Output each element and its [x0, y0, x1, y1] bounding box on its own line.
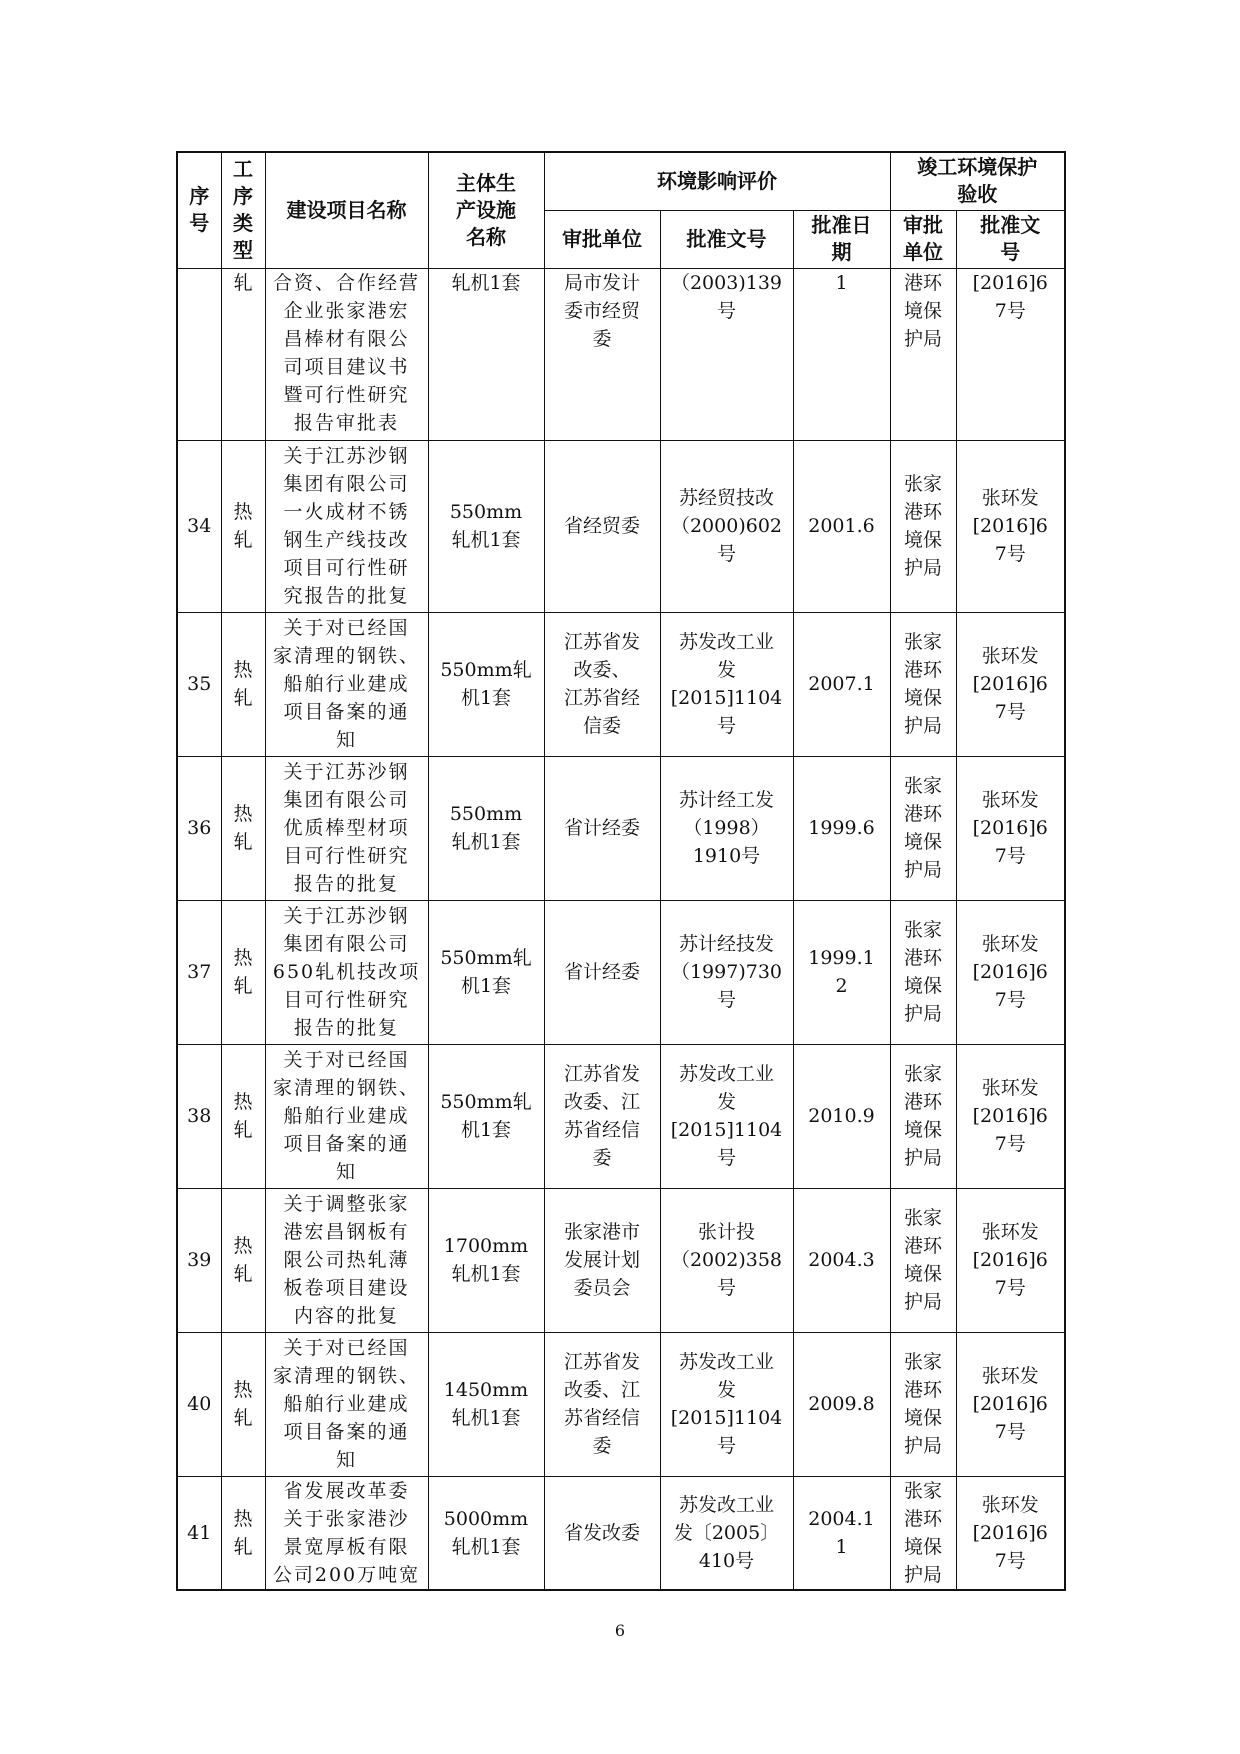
cell-approval-unit: 江苏省发 改委、 江苏省经 信委 — [544, 612, 660, 756]
cell-approval-date: 2007.1 — [793, 612, 890, 756]
cell-approval-unit: 江苏省发 改委、江 苏省经信 委 — [544, 1044, 660, 1188]
cell-approval-unit: 省经贸委 — [544, 440, 660, 612]
cell-type: 轧 — [221, 268, 265, 440]
cell-type: 热 轧 — [221, 756, 265, 900]
table-row — [177, 1332, 1065, 1476]
cell-seq — [177, 268, 221, 440]
cell-acceptance-unit: 张家 港环 境保 护局 — [890, 1332, 956, 1476]
cell-type: 热 轧 — [221, 612, 265, 756]
cell-approval-doc: 苏发改工业 发〔2005〕 410号 — [660, 1476, 793, 1590]
cell-project-name: 省发展改革委 关于张家港沙 景宽厚板有限 公司200万吨宽 — [265, 1476, 428, 1590]
table-row — [177, 756, 1065, 900]
cell-acceptance-doc: 张环发 [2016]6 7号 — [956, 612, 1065, 756]
cell-approval-doc: 苏发改工业 发 [2015]1104 号 — [660, 612, 793, 756]
cell-approval-date: 1999.6 — [793, 756, 890, 900]
cell-project-name: 关于对已经国 家清理的钢铁、 船舶行业建成 项目备案的通 知 — [265, 1332, 428, 1476]
cell-project-name: 关于对已经国 家清理的钢铁、 船舶行业建成 项目备案的通 知 — [265, 612, 428, 756]
cell-type: 热 轧 — [221, 900, 265, 1044]
table-row — [177, 900, 1065, 1044]
cell-seq: 39 — [177, 1188, 221, 1332]
cell-facility: 550mm轧 机1套 — [428, 1044, 544, 1188]
cell-approval-unit: 省计经委 — [544, 900, 660, 1044]
cell-seq: 34 — [177, 440, 221, 612]
cell-seq: 40 — [177, 1332, 221, 1476]
cell-approval-unit: 省计经委 — [544, 756, 660, 900]
cell-acceptance-doc: 张环发 [2016]6 7号 — [956, 756, 1065, 900]
cell-approval-date: 2009.8 — [793, 1332, 890, 1476]
cell-acceptance-unit: 港环 境保 护局 — [890, 268, 956, 440]
cell-facility: 550mm轧 机1套 — [428, 612, 544, 756]
cell-approval-date: 2004.3 — [793, 1188, 890, 1332]
table-row — [177, 1188, 1065, 1332]
cell-approval-doc: 苏发改工业 发 [2015]1104 号 — [660, 1044, 793, 1188]
cell-project-name: 关于江苏沙钢 集团有限公司 650轧机技改项 目可行性研究 报告的批复 — [265, 900, 428, 1044]
header-eia: 环境影响评价 — [544, 152, 890, 210]
cell-approval-date: 1999.1 2 — [793, 900, 890, 1044]
cell-approval-unit: 局市发计 委市经贸 委 — [544, 268, 660, 440]
cell-approval-date: 1 — [793, 268, 890, 440]
header-main-facility: 主体生 产设施 名称 — [428, 152, 544, 268]
cell-acceptance-unit: 张家 港环 境保 护局 — [890, 1476, 956, 1590]
cell-project-name: 关于对已经国 家清理的钢铁、 船舶行业建成 项目备案的通 知 — [265, 1044, 428, 1188]
header-approval-unit: 审批单位 — [544, 210, 660, 268]
cell-approval-unit: 张家港市 发展计划 委员会 — [544, 1188, 660, 1332]
cell-project-name: 合资、合作经营 企业张家港宏 昌棒材有限公 司项目建议书 暨可行性研究 报告审批表 — [265, 268, 428, 440]
header-approval-date: 批准日 期 — [793, 210, 890, 268]
cell-project-name: 关于调整张家 港宏昌钢板有 限公司热轧薄 板卷项目建设 内容的批复 — [265, 1188, 428, 1332]
header-acceptance: 竣工环境保护 验收 — [890, 152, 1065, 210]
cell-facility: 轧机1套 — [428, 268, 544, 440]
cell-approval-unit: 江苏省发 改委、江 苏省经信 委 — [544, 1332, 660, 1476]
cell-approval-date: 2001.6 — [793, 440, 890, 612]
header-approval-doc: 批准文号 — [660, 210, 793, 268]
cell-seq: 36 — [177, 756, 221, 900]
cell-type: 热 轧 — [221, 1044, 265, 1188]
cell-project-name: 关于江苏沙钢 集团有限公司 优质棒型材项 目可行性研究 报告的批复 — [265, 756, 428, 900]
cell-acceptance-doc: 张环发 [2016]6 7号 — [956, 440, 1065, 612]
header-process-type: 工 序 类 型 — [221, 152, 265, 268]
page-number: 6 — [614, 1621, 626, 1640]
cell-acceptance-unit: 张家 港环 境保 护局 — [890, 756, 956, 900]
header-project-name: 建设项目名称 — [265, 152, 428, 268]
cell-approval-date: 2010.9 — [793, 1044, 890, 1188]
cell-seq: 37 — [177, 900, 221, 1044]
cell-approval-unit: 省发改委 — [544, 1476, 660, 1590]
cell-acceptance-doc: 张环发 [2016]6 7号 — [956, 1476, 1065, 1590]
cell-type: 热 轧 — [221, 1476, 265, 1590]
cell-approval-doc: 苏发改工业 发 [2015]1104 号 — [660, 1332, 793, 1476]
cell-approval-doc: 苏计经工发 （1998） 1910号 — [660, 756, 793, 900]
cell-facility: 5000mm 轧机1套 — [428, 1476, 544, 1590]
cell-facility: 1700mm 轧机1套 — [428, 1188, 544, 1332]
project-approval-table — [176, 151, 1066, 1591]
cell-approval-date: 2004.1 1 — [793, 1476, 890, 1590]
cell-acceptance-doc: [2016]6 7号 — [956, 268, 1065, 440]
cell-type: 热 轧 — [221, 1188, 265, 1332]
cell-facility: 550mm 轧机1套 — [428, 440, 544, 612]
cell-seq: 35 — [177, 612, 221, 756]
cell-type: 热 轧 — [221, 1332, 265, 1476]
header-seq: 序 号 — [177, 152, 221, 268]
table-row — [177, 268, 1065, 440]
cell-acceptance-doc: 张环发 [2016]6 7号 — [956, 900, 1065, 1044]
cell-acceptance-unit: 张家 港环 境保 护局 — [890, 1188, 956, 1332]
cell-approval-doc: （2003)139 号 — [660, 268, 793, 440]
cell-seq: 41 — [177, 1476, 221, 1590]
cell-facility: 550mm 轧机1套 — [428, 756, 544, 900]
header-acceptance-doc: 批准文 号 — [956, 210, 1065, 268]
cell-acceptance-doc: 张环发 [2016]6 7号 — [956, 1044, 1065, 1188]
cell-acceptance-unit: 张家 港环 境保 护局 — [890, 440, 956, 612]
cell-type: 热 轧 — [221, 440, 265, 612]
cell-facility: 1450mm 轧机1套 — [428, 1332, 544, 1476]
cell-approval-doc: 张计投 （2002)358 号 — [660, 1188, 793, 1332]
cell-acceptance-doc: 张环发 [2016]6 7号 — [956, 1188, 1065, 1332]
cell-project-name: 关于江苏沙钢 集团有限公司 一火成材不锈 钢生产线技改 项目可行性研 究报告的批复 — [265, 440, 428, 612]
cell-acceptance-unit: 张家 港环 境保 护局 — [890, 1044, 956, 1188]
header-acceptance-unit: 审批 单位 — [890, 210, 956, 268]
cell-approval-doc: 苏计经技发 （1997)730 号 — [660, 900, 793, 1044]
table-row — [177, 440, 1065, 612]
table-row — [177, 1476, 1065, 1590]
table-row — [177, 1044, 1065, 1188]
cell-acceptance-unit: 张家 港环 境保 护局 — [890, 900, 956, 1044]
cell-acceptance-unit: 张家 港环 境保 护局 — [890, 612, 956, 756]
cell-seq: 38 — [177, 1044, 221, 1188]
cell-facility: 550mm轧 机1套 — [428, 900, 544, 1044]
table-row — [177, 612, 1065, 756]
cell-approval-doc: 苏经贸技改 （2000)602 号 — [660, 440, 793, 612]
cell-acceptance-doc: 张环发 [2016]6 7号 — [956, 1332, 1065, 1476]
